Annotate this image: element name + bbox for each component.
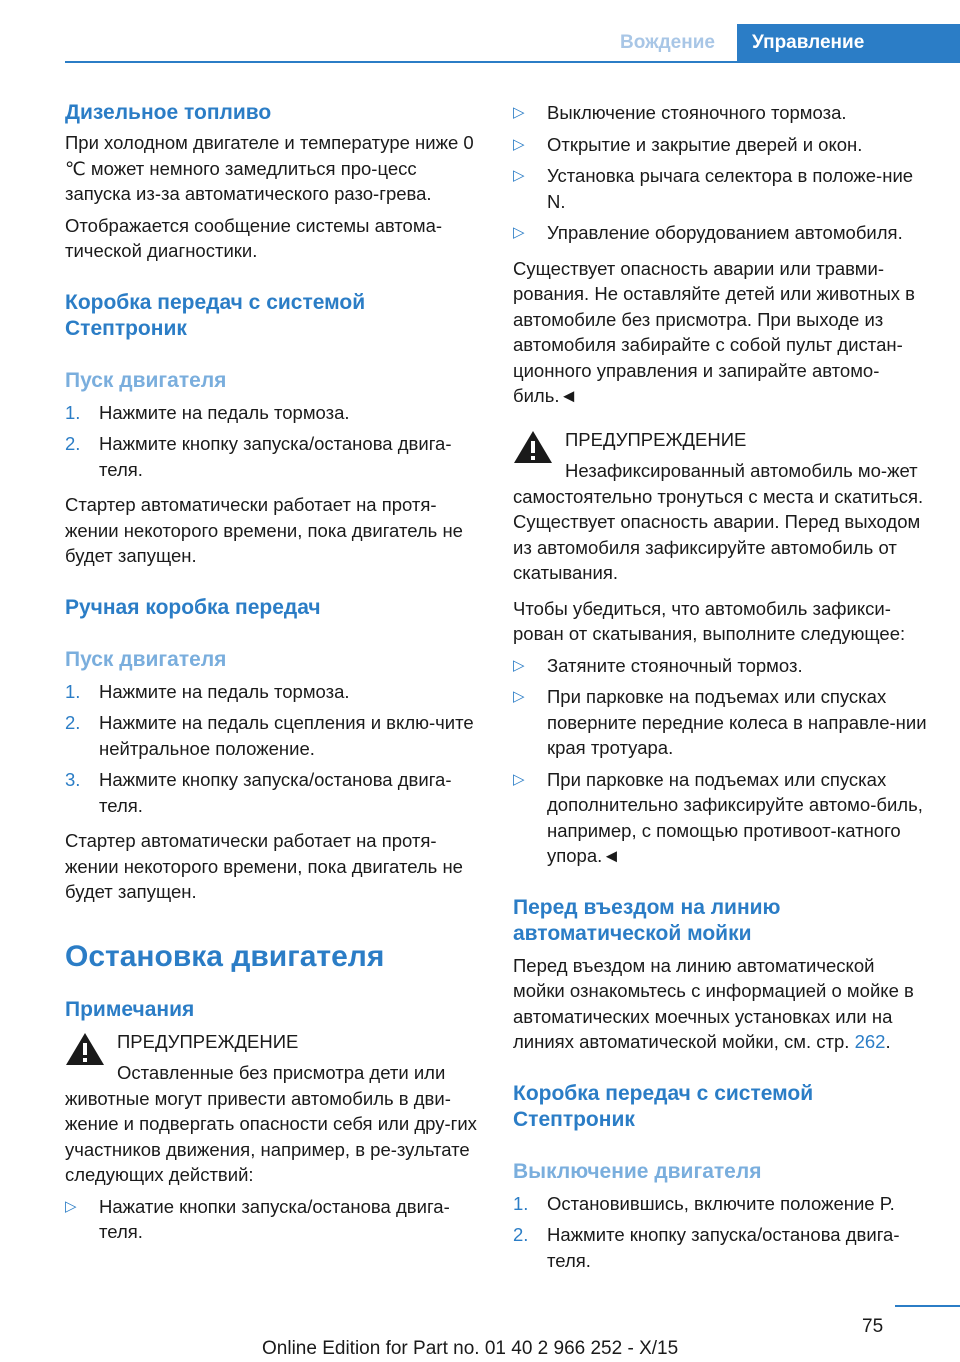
- triangle-right-icon: ▷: [65, 1197, 77, 1215]
- page-link[interactable]: 262: [854, 1031, 886, 1052]
- heading-diesel: Дизельное топливо: [65, 101, 272, 124]
- triangle-right-icon: ▷: [513, 224, 525, 241]
- heading-notes: Примечания: [65, 997, 195, 1021]
- heading-engine-start-manual: Пуск двигателя: [65, 647, 227, 671]
- triangle-right-icon: ▷: [513, 135, 525, 153]
- paragraph: Стартер автоматически работает на протя-жении некоторого времени, пока двигатель не будет запущен.: [65, 494, 463, 566]
- warning-block: [513, 427, 928, 586]
- list-item: ▷ Затяните стояночный тормоз.: [513, 653, 928, 679]
- paragraph: Отображается сообщение системы автома-тической диагностики.: [65, 214, 443, 261]
- triangle-right-icon: ▷: [513, 167, 525, 184]
- heading-engine-stop: Выключение двигателя: [513, 1159, 762, 1183]
- list-item: ▷ При парковке на подъемах или спусках дополнительно зафиксируйте автомо-биль, например, с помощью противоот-катного упора.◄: [513, 768, 923, 866]
- paragraph: Стартер автоматически работает на протя-жении некоторого времени, пока двигатель не будет запущен.: [65, 830, 463, 902]
- heading-engine-start: Пуск двигателя: [65, 368, 227, 392]
- list-item: 1. Остановившись, включите положение P.: [513, 1192, 895, 1214]
- heading-steptronic-stop: Коробка передач с системой Стептроник: [513, 1081, 814, 1131]
- warning-block: [65, 1029, 477, 1188]
- list-item: ▷ Выключение стояночного тормоза.: [513, 100, 928, 126]
- tab-controls[interactable]: Управление: [737, 24, 960, 62]
- paragraph: Чтобы убедиться, что автомобиль зафикси-рован от скатывания, выполните следующее:: [513, 597, 906, 644]
- list-item: 2. Нажмите на педаль сцепления и вклю-чите нейтральное положение.: [65, 712, 474, 759]
- warning-title: ПРЕДУПРЕЖДЕНИЕ: [117, 1030, 299, 1052]
- list-item: 2. Нажмите кнопку запуска/останова двига-теля.: [513, 1224, 900, 1271]
- page-number: 75: [862, 1316, 884, 1337]
- warning-text: Оставленные без присмотра дети или животные могут привести автомобиль в дви-жение и подвергать опасности себя или дру-гих участников движения, например, в ре-зультате следующих действий:: [65, 1062, 477, 1185]
- heading-car-wash: Перед въездом на линию автоматической мойки: [513, 895, 781, 945]
- warning-text: Незафиксированный автомобиль мо-жет самостоятельно тронуться с места и скатиться. Существует опасность аварии. Перед выходом из автомобиля зафиксируйте автомобиль от скатывания.: [513, 460, 924, 583]
- header-divider: [65, 61, 960, 63]
- right-column: [513, 100, 928, 1273]
- triangle-right-icon: ▷: [513, 688, 525, 705]
- warning-title: ПРЕДУПРЕЖДЕНИЕ: [565, 428, 747, 450]
- list-item: ▷ Управление оборудованием автомобиля.: [513, 220, 928, 246]
- list-item: 3. Нажмите кнопку запуска/останова двига-теля.: [65, 769, 452, 816]
- paragraph: Перед въездом на линию автоматической мойки ознакомьтесь с информацией о мойке в автоматических моечных установках или на линиях автоматической мойки, см. стр. 262.: [513, 954, 914, 1052]
- list-item: 1. Нажмите на педаль тормоза.: [65, 401, 350, 423]
- list-item: ▷ Установка рычага селектора в положе-ние N.: [513, 165, 914, 212]
- list-item: ▷ При парковке на подъемах или спусках поверните передние колеса в направле-нии края тротуара.: [513, 686, 927, 758]
- list-item: ▷ Нажатие кнопки запуска/останова двига-теля.: [65, 1195, 450, 1242]
- list-item: 1. Нажмите на педаль тормоза.: [65, 680, 350, 702]
- paragraph: При холодном двигателе и температуре ниже 0 ℃ может немного замедлиться про-цесс запуска из-за автоматического разо-грева.: [65, 132, 474, 204]
- triangle-right-icon: ▷: [513, 770, 525, 788]
- warning-triangle-icon: [65, 1031, 105, 1067]
- heading-stop-engine: Остановка двигателя: [65, 939, 385, 973]
- left-column: [65, 100, 477, 1245]
- list-item: ▷ Открытие и закрытие дверей и окон.: [513, 132, 928, 158]
- list-item: 2. Нажмите кнопку запуска/останова двига-теля.: [65, 433, 452, 480]
- triangle-right-icon: ▷: [513, 104, 525, 121]
- warning-triangle-icon: [513, 429, 553, 465]
- paragraph: Существует опасность аварии или травми-рования. Не оставляйте детей или животных в автомобиле без присмотра. При выходе из автомобиля забирайте с собой пульт дистан-ционного управления и запирайте автомо-биль.◄: [513, 257, 915, 406]
- tab-driving[interactable]: Вождение: [620, 32, 715, 53]
- triangle-right-icon: ▷: [513, 656, 525, 674]
- edition-footer: Online Edition for Part no. 01 40 2 966 252 - X/15: [262, 1338, 679, 1359]
- footer-divider: [895, 1305, 960, 1307]
- heading-manual-gearbox: Ручная коробка передач: [65, 595, 321, 619]
- heading-steptronic: Коробка передач с системой Стептроник: [65, 290, 366, 340]
